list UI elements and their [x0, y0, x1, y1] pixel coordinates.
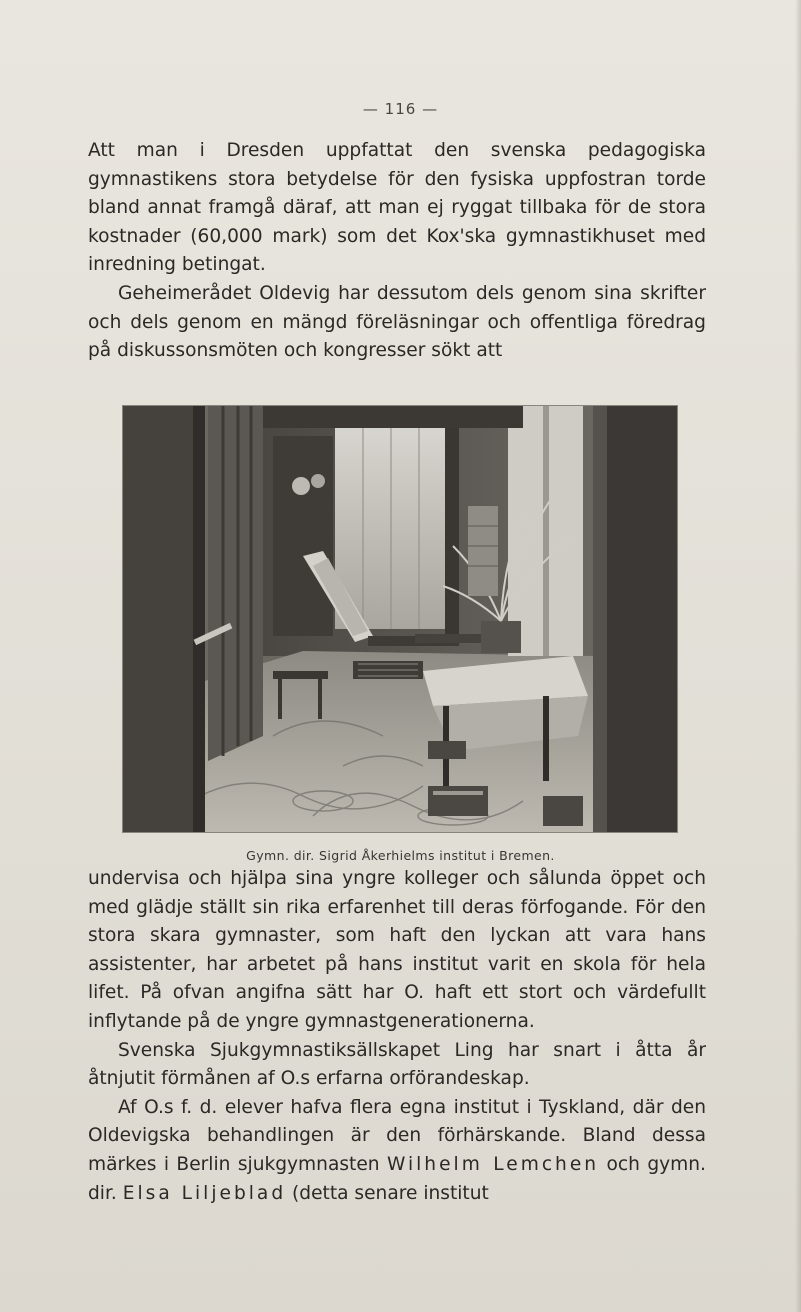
paragraph-4: Svenska Sjukgymnastiksällskapet Ling har snart i åtta år åtnjutit förmånen af O.s erfarna orförandeskap. [88, 1039, 706, 1090]
photograph-gymnasium-interior [122, 405, 678, 833]
figure-caption: Gymn. dir. Sigrid Åkerhielms institut i Bremen. [246, 848, 555, 863]
page-edge-shadow [795, 0, 801, 1312]
page-number: — 116 — [362, 100, 439, 118]
person-name-liljeblad: Elsa Liljeblad [122, 1182, 287, 1204]
paragraph-5-end: (detta senare institut [292, 1182, 489, 1204]
photograph-illustration [123, 406, 677, 832]
paragraph-5 [88, 1094, 706, 1208]
paragraph-3: undervisa och hjälpa sina yngre kolleger och sålunda öppet och med glädje ställt sin rika erfarenhet till deras förfogande. För den stora skara gymnaster, som haft den lyckan att vara hans assistenter, har arbetet på hans institut varit en skola för hela lifet. På ofvan angifna sätt har O. haft ett stort och värdefullt inflytande på de yngre gymnastgenerationerna. [88, 868, 706, 1032]
person-name-lemchen: Wilhelm Lemchen [387, 1153, 600, 1175]
paragraph-5-mid: och gymn. dir. [88, 1153, 706, 1204]
text-block-bottom [88, 865, 706, 1208]
text-block-top [88, 137, 706, 366]
paragraph-2: Geheimerådet Oldevig har dessutom dels genom sina skrifter och dels genom en mängd föreläsningar och offentliga föredrag på diskussonsmöten och kongresser sökt att [88, 282, 706, 362]
paragraph-1: Att man i Dresden uppfattat den svenska pedagogiska gymnastikens stora betydelse för den fysiska uppfostran torde bland annat framgå däraf, att man ej ryggat tillbaka för de stora kostnader (60,000 mark) som det Kox'ska gymnastikhuset med inredning betingat. [88, 140, 706, 276]
paragraph-5-start: Af O.s f. d. elever hafva flera egna institut i Tyskland, där den Oldevigska behandlingen är den förhärskande. Bland dessa märkes i Berlin sjukgymnasten [88, 1096, 706, 1175]
